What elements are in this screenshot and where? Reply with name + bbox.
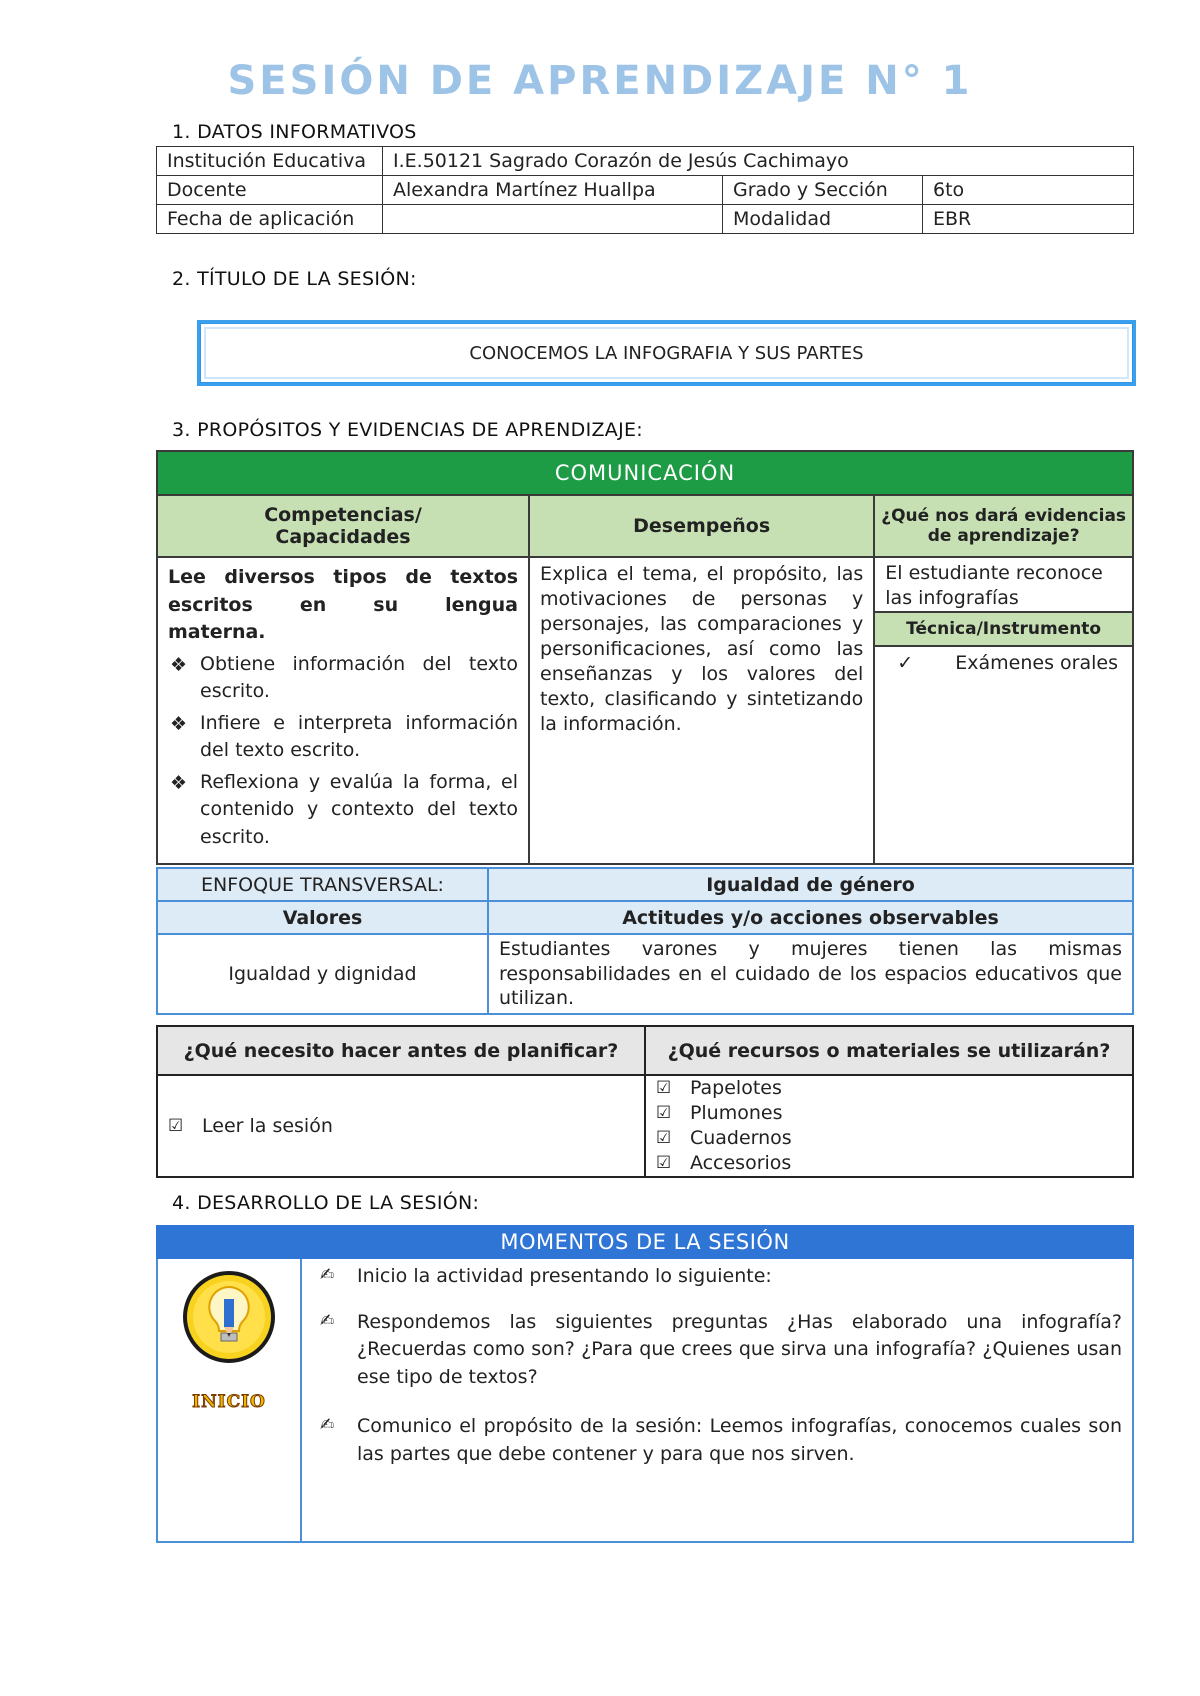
capacidad-text: Infiere e interpreta información del texto escrito.	[200, 711, 519, 762]
document-title: SESIÓN DE APRENDIZAJE N° 1	[227, 58, 973, 104]
evidencias-cell	[874, 557, 1133, 864]
section-heading-datos: 1. DATOS INFORMATIVOS	[172, 121, 417, 143]
table-row	[157, 495, 1133, 557]
grado-value: 6to	[923, 176, 1134, 205]
fecha-value	[383, 205, 723, 234]
lightbulb-pencil-icon	[181, 1269, 277, 1401]
modalidad-label: Modalidad	[723, 205, 923, 234]
list-item	[312, 1413, 1122, 1468]
enfoque-value: Igualdad de género	[488, 868, 1133, 901]
tecnica-label: Técnica/Instrumento	[875, 613, 1132, 647]
instrumento-item	[875, 647, 1132, 676]
table-row	[157, 147, 1134, 176]
actitud-text: Estudiantes varones y mujeres tienen las mismas responsabilidades en el cuidado de los espacios educativos que utilizan.	[488, 934, 1133, 1014]
writing-hand-icon: ✍	[320, 1415, 335, 1436]
enfoque-label: ENFOQUE TRANSVERSAL:	[157, 868, 488, 901]
momentos-header: MOMENTOS DE LA SESIÓN	[157, 1226, 1133, 1258]
bullet-text: Inicio la actividad presentando lo siguiente:	[357, 1265, 772, 1287]
list-item	[168, 710, 518, 765]
desempenos-header: Desempeños	[529, 495, 874, 557]
area-header: COMUNICACIÓN	[157, 451, 1133, 495]
valores-header: Valores	[157, 901, 488, 934]
table-row	[157, 1226, 1133, 1258]
evidencias-header-line: de aprendizaje?	[927, 526, 1080, 546]
checked-box-icon: ☑	[168, 1115, 184, 1136]
planificar-table	[156, 1025, 1134, 1178]
desarrollo-table	[156, 1225, 1134, 1543]
institucion-label: Institución Educativa	[157, 147, 383, 176]
competencias-header	[157, 495, 529, 557]
list-item	[312, 1309, 1122, 1392]
institucion-value: I.E.50121 Sagrado Corazón de Jesús Cachimayo	[383, 147, 1134, 176]
diamond-bullet-icon: ❖	[170, 653, 188, 676]
bullet-text: Respondemos las siguientes preguntas ¿Has elaborado una infografía? ¿Recuerdas como son? ¿Para que crees que sirva una infografía? ¿Quienes usan ese tipo de textos?	[357, 1310, 1122, 1388]
inicio-icon-cell	[157, 1258, 301, 1542]
capacidad-text: Reflexiona y evalúa la forma, el contenido y contexto del texto escrito.	[200, 770, 519, 848]
actitudes-header: Actitudes y/o acciones observables	[488, 901, 1133, 934]
recurso-text: Cuadernos	[689, 1127, 792, 1149]
capacidades-list	[168, 651, 518, 852]
list-item	[656, 1101, 1122, 1126]
table-row	[157, 176, 1134, 205]
list-item	[656, 1151, 1122, 1176]
competencias-header-line: Capacidades	[275, 526, 411, 548]
recurso-text: Papelotes	[689, 1077, 782, 1099]
instrumento-text: Exámenes orales	[955, 652, 1118, 674]
inicio-label: INICIO	[192, 1392, 266, 1412]
table-row	[157, 901, 1133, 934]
modalidad-value: EBR	[923, 205, 1134, 234]
bullet-text: Comunico el propósito de la sesión: Leemos infografías, conocemos cuales son las partes que debe contener y para que nos sirven.	[357, 1415, 1122, 1465]
checked-box-icon: ☑	[655, 1153, 672, 1173]
writing-hand-icon: ✍	[320, 1265, 335, 1285]
competencia-text: escritos en su lengua	[168, 593, 519, 616]
recursos-cell	[645, 1075, 1133, 1177]
checked-box-icon: ☑	[655, 1128, 672, 1148]
valor-text: Igualdad y dignidad	[157, 934, 488, 1014]
list-item	[656, 1076, 1122, 1101]
list-item	[168, 651, 518, 706]
antes-header: ¿Qué necesito hacer antes de planificar?	[157, 1026, 645, 1075]
diamond-bullet-icon: ❖	[170, 712, 188, 735]
datos-table	[156, 146, 1134, 234]
table-row	[157, 557, 1133, 864]
list-item	[656, 1126, 1122, 1151]
evidencias-header	[874, 495, 1133, 557]
session-title: CONOCEMOS LA INFOGRAFIA Y SUS PARTES	[469, 342, 864, 364]
list-item	[168, 769, 518, 852]
docente-value: Alexandra Martínez Huallpa	[383, 176, 723, 205]
recursos-header: ¿Qué recursos o materiales se utilizarán?	[645, 1026, 1133, 1075]
section-heading-titulo: 2. TÍTULO DE LA SESIÓN:	[172, 268, 417, 290]
checkmark-icon: ✓	[897, 652, 914, 674]
inicio-text-cell	[301, 1258, 1133, 1542]
competencia-text: Lee diversos tipos de textos	[168, 566, 519, 588]
fecha-label: Fecha de aplicación	[157, 205, 383, 234]
capacidad-text: Obtiene información del texto escrito.	[200, 652, 519, 703]
competencia-text: materna.	[168, 621, 266, 644]
competencias-cell	[157, 557, 529, 864]
evidencia-text: El estudiante reconoce las infografías	[875, 558, 1132, 613]
table-row	[157, 934, 1133, 1014]
section-heading-desarrollo: 4. DESARROLLO DE LA SESIÓN:	[172, 1192, 480, 1214]
checked-box-icon: ☑	[655, 1103, 672, 1123]
list-item	[168, 1114, 634, 1139]
evidencias-header-line: ¿Qué nos dará evidencias	[881, 506, 1127, 526]
desempeno-cell: Explica el tema, el propósito, las motivaciones de personas y personajes, las comparaciones y personificaciones, así como las enseñanzas y los valores del texto, clasificando y sintetizando la información.	[529, 557, 874, 864]
table-row	[157, 1026, 1133, 1075]
section-heading-propositos: 3. PROPÓSITOS Y EVIDENCIAS DE APRENDIZAJE:	[172, 419, 643, 441]
list-item	[312, 1263, 1122, 1291]
antes-cell	[157, 1075, 645, 1177]
recurso-text: Accesorios	[689, 1152, 792, 1174]
enfoque-table	[156, 867, 1134, 1015]
writing-hand-icon: ✍	[320, 1310, 335, 1331]
antes-text: Leer la sesión	[202, 1114, 333, 1137]
table-row	[157, 451, 1133, 495]
docente-label: Docente	[157, 176, 383, 205]
table-row	[157, 1075, 1133, 1177]
grado-label: Grado y Sección	[723, 176, 923, 205]
propositos-table	[156, 450, 1134, 865]
table-row	[157, 868, 1133, 901]
table-row	[157, 1258, 1133, 1542]
competencias-header-line: Competencias/	[264, 504, 422, 526]
session-title-box	[199, 322, 1134, 384]
diamond-bullet-icon: ❖	[170, 771, 188, 794]
checked-box-icon: ☑	[655, 1078, 672, 1098]
table-row	[157, 205, 1134, 234]
recurso-text: Plumones	[689, 1102, 783, 1124]
